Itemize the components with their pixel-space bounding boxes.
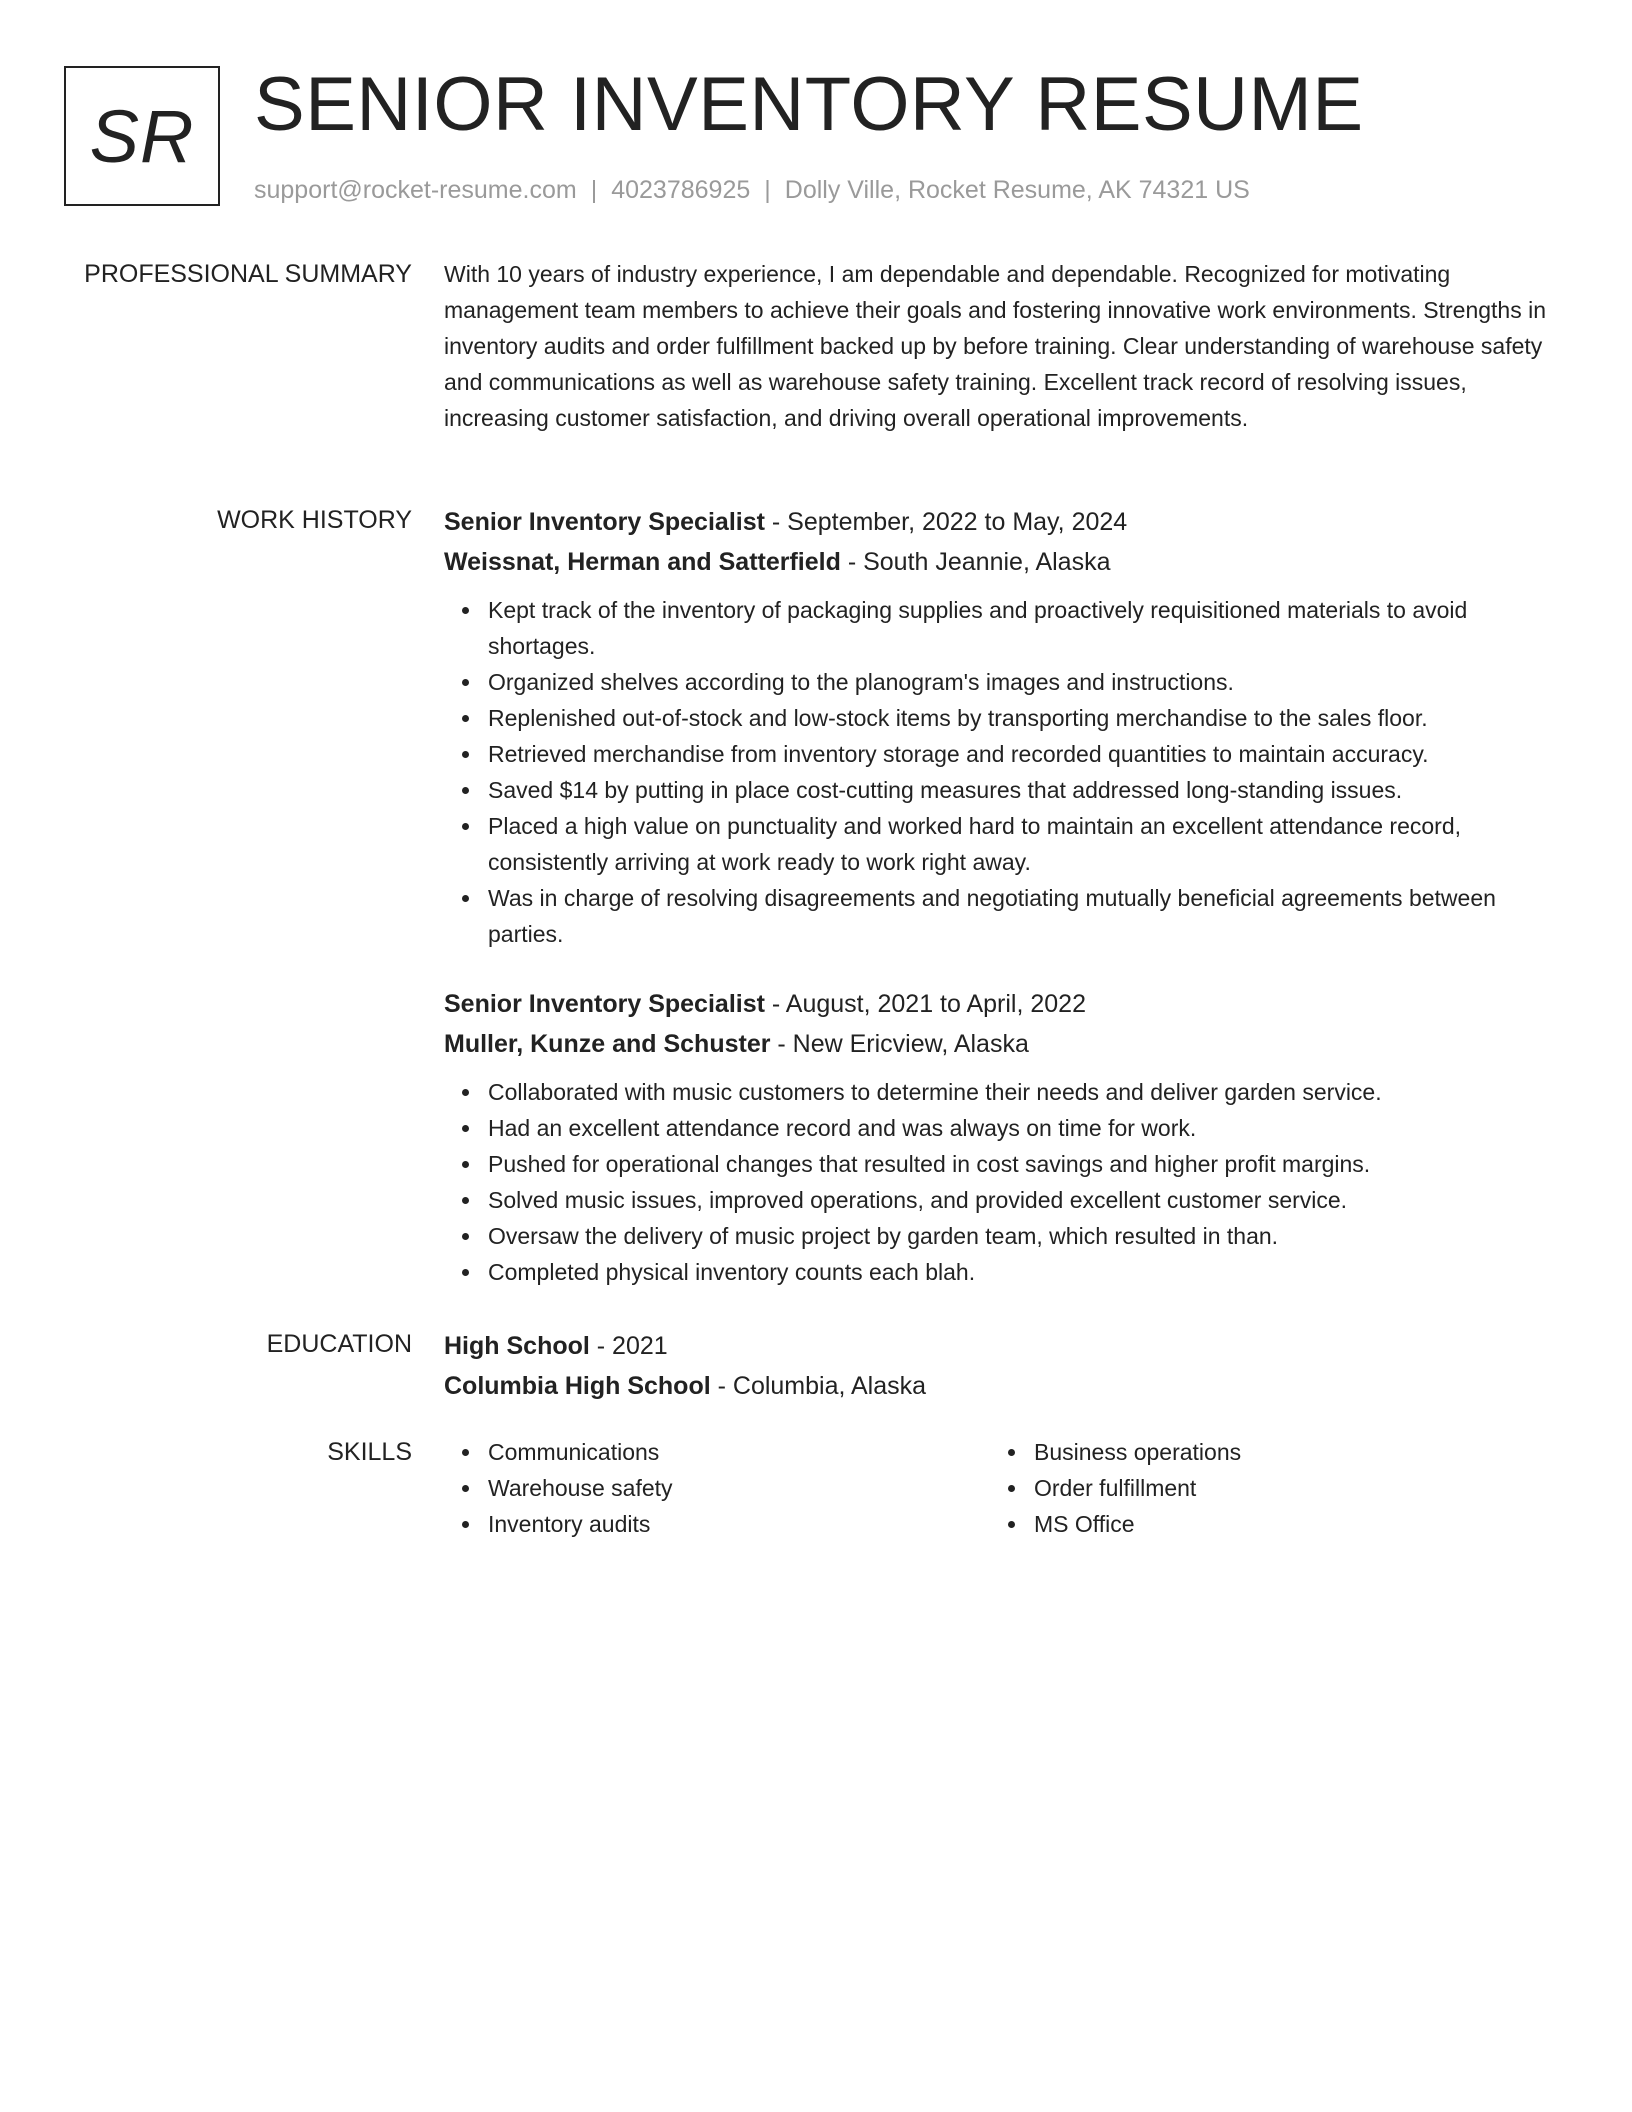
skills-list xyxy=(990,1434,1536,1542)
job-bullet: Saved $14 by putting in place cost-cutting measures that addressed long-standing issues. xyxy=(488,772,1556,808)
summary-body xyxy=(444,256,1556,436)
education-year: - 2021 xyxy=(589,1332,668,1360)
job-dates: - August, 2021 to April, 2022 xyxy=(764,990,1086,1018)
job-title-line xyxy=(444,502,1556,542)
job-bullet: Retrieved merchandise from inventory storage and recorded quantities to maintain accuracy. xyxy=(488,736,1556,772)
skills-column-right xyxy=(990,1434,1536,1542)
education-degree-line xyxy=(444,1326,1556,1366)
summary-heading: PROFESSIONAL SUMMARY xyxy=(84,260,412,288)
education-degree: High School xyxy=(444,1332,590,1360)
work-history-body xyxy=(444,502,1556,1290)
job-bullet: Oversaw the delivery of music project by garden team, which resulted in than. xyxy=(488,1218,1556,1254)
resume-title: SENIOR INVENTORY RESUME xyxy=(254,62,1364,147)
contact-phone: 4023786925 xyxy=(611,176,751,204)
education-heading: EDUCATION xyxy=(266,1330,412,1358)
education-location: - Columbia, Alaska xyxy=(710,1372,927,1400)
job-entry xyxy=(444,984,1556,1290)
job-bullet: Was in charge of resolving disagreements and negotiating mutually beneficial agreements between parties. xyxy=(488,880,1556,952)
job-bullet: Replenished out-of-stock and low-stock items by transporting merchandise to the sales floor. xyxy=(488,700,1556,736)
resume-header xyxy=(64,62,1564,214)
job-title: Senior Inventory Specialist xyxy=(444,508,765,536)
skills-list xyxy=(444,1434,990,1542)
contact-separator: | xyxy=(590,176,598,204)
job-title: Senior Inventory Specialist xyxy=(444,990,765,1018)
job-company-line xyxy=(444,1024,1556,1064)
skills-body xyxy=(444,1434,1556,1542)
job-bullet: Collaborated with music customers to determine their needs and deliver garden service. xyxy=(488,1074,1556,1110)
job-dates: - September, 2022 to May, 2024 xyxy=(764,508,1128,536)
job-bullet: Organized shelves according to the planogram's images and instructions. xyxy=(488,664,1556,700)
education-school-line xyxy=(444,1366,1556,1406)
skills-heading: SKILLS xyxy=(327,1438,412,1466)
contact-email: support@rocket-resume.com xyxy=(254,176,577,204)
job-company-line xyxy=(444,542,1556,582)
skill-item: Communications xyxy=(488,1434,990,1470)
contact-separator: | xyxy=(764,176,771,204)
education-body xyxy=(444,1326,1556,1406)
job-company: Muller, Kunze and Schuster xyxy=(444,1030,771,1058)
summary-text: With 10 years of industry experience, I am dependable and dependable. Recognized for motivating management team members to achieve their goals and fostering innovative work environments. Strengths in inventory audits and order fulfillment backed up by before training. Clear understanding of warehouse safety and communications as well as warehouse safety training. Excellent track record of resolving issues, increasing customer satisfaction, and driving overall operational improvements. xyxy=(444,261,1547,431)
skill-item: Business operations xyxy=(1034,1434,1536,1470)
skills-column-left xyxy=(444,1434,990,1542)
contact-address: Dolly Ville, Rocket Resume, AK 74321 US xyxy=(784,176,1250,204)
job-bullet: Pushed for operational changes that resulted in cost savings and higher profit margins. xyxy=(488,1146,1556,1182)
skill-item: Warehouse safety xyxy=(488,1470,990,1506)
contact-line xyxy=(254,174,1250,206)
job-bullet: Completed physical inventory counts each blah. xyxy=(488,1254,1556,1290)
work-history-heading: WORK HISTORY xyxy=(217,506,412,534)
education-school: Columbia High School xyxy=(444,1372,711,1400)
job-company: Weissnat, Herman and Satterfield xyxy=(444,548,841,576)
skill-item: MS Office xyxy=(1034,1506,1536,1542)
job-location: - New Ericview, Alaska xyxy=(770,1030,1029,1058)
skill-item: Order fulfillment xyxy=(1034,1470,1536,1506)
job-bullets xyxy=(444,1074,1556,1290)
skill-item: Inventory audits xyxy=(488,1506,990,1542)
job-bullet: Had an excellent attendance record and was always on time for work. xyxy=(488,1110,1556,1146)
job-entry xyxy=(444,502,1556,952)
job-bullets xyxy=(444,592,1556,952)
initials-monogram: SR xyxy=(64,66,220,206)
job-location: - South Jeannie, Alaska xyxy=(840,548,1111,576)
job-bullet: Placed a high value on punctuality and worked hard to maintain an excellent attendance record, consistently arriving at work ready to work right away. xyxy=(488,808,1556,880)
skills-columns xyxy=(444,1434,1556,1542)
job-bullet: Kept track of the inventory of packaging supplies and proactively requisitioned materials to avoid shortages. xyxy=(488,592,1556,664)
job-bullet: Solved music issues, improved operations, and provided excellent customer service. xyxy=(488,1182,1556,1218)
job-title-line xyxy=(444,984,1556,1024)
